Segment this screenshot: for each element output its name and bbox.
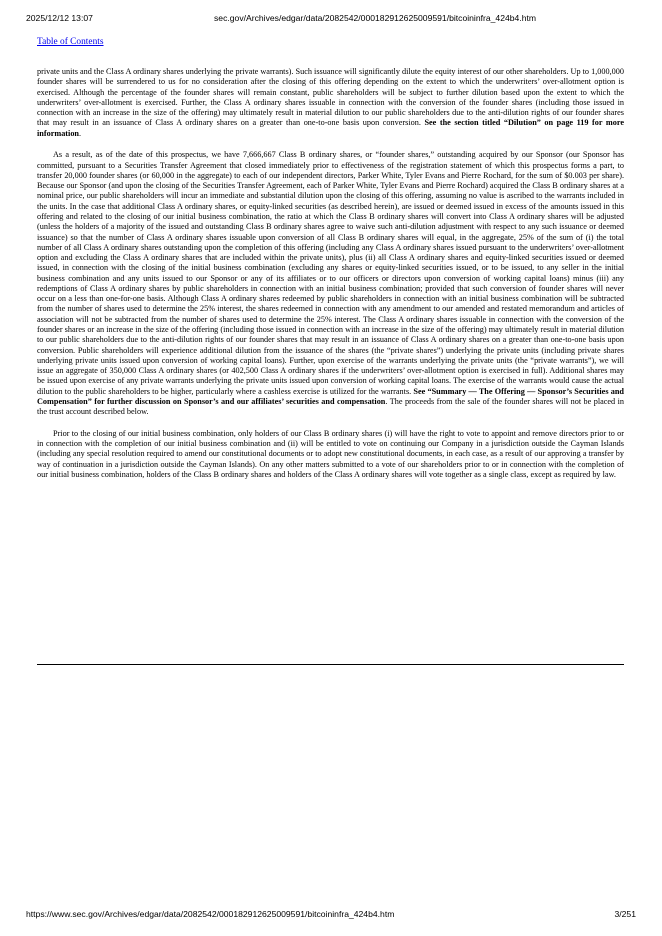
paragraph-tail: . The proceeds from the sale of the founder shares will not be placed in the trust account described below. [37,397,624,417]
paragraph-text: private units and the Class A ordinary shares underlying the private warrants). Such issuance will significantly dilute the equity interest of our other shareholders. Up to 1,000,000 founder shares will be surrendered to us for no consideration after the closing of this offering depending on the extent to which the underwriters’ over-allotment option is exercised. Although the percentage of the founder shares will remain constant, public shareholders will be subject to further dilution based upon the extent to which the underwriters’ over-allotment is exercised. Further, the Class A ordinary shares issuable in connection with the conversion of the founder shares (including those issued in connection with an increase in the size of the offering) may ultimately result in material dilution to our public shareholders due to the anti-dilution rights of our founder shares that may result in an issuance of Class A ordinary shares on a greater than one-to-one basis upon conversion. [37,67,624,128]
paragraph-text: Prior to the closing of our initial business combination, only holders of our Class B ordinary shares (i) will have the right to vote to appoint and remove directors prior to or in connection with the completion of our initial business combination and (ii) will be entitled to vote on continuing our Company in a jurisdiction outside the Cayman Islands (including any special resolution required to amend our constitutional documents or to adopt new constitutional documents, in each case, as a result of our approving a transfer by way of continuation in a jurisdiction outside the Cayman Islands). On any other matters submitted to a vote of our shareholders prior to or in connection with the completion of our initial business combination, holders of the Class B ordinary shares and holders of the Class A ordinary shares will vote together as a single class, except as required by law. [37,428,624,479]
print-timestamp: 2025/12/12 13:07 [26,13,93,23]
paragraph-tail: . [79,128,82,138]
sponsor-compensation-reference: See “Summary — The Offering — Sponsor’s Securities and Compensation” for further discussion on Sponsor’s and our affiliates’ securities and compensation [37,386,624,407]
paragraph-dilution-intro [37,67,624,139]
table-of-contents-link[interactable]: Table of Contents [37,37,104,47]
page-indicator: 3/251 [614,909,636,919]
paragraph-text: As a result, as of the date of this prospectus, we have 7,666,667 Class B ordinary shares, or “founder shares,” outstanding acquired by our Sponsor (our Sponsor has committed, pursuant to a Securities Transfer Agreement that closed immediately prior to effectiveness of the registration statement of which this prospectus forms a part, to transfer 20,000 founder shares (or 60,000 in the aggregate) to each of our independent directors, Parker White, Tyler Evans and Pierre Rochard, for the sum of $0.003 per share). Because our Sponsor (and upon the closing of the Securities Transfer Agreement, each of Parker White, Tyler Evans and Pierre Rochard) acquired the Class B ordinary shares at a nominal price, our public shareholders will incur an immediate and substantial dilution upon the closing of this offering, assuming no value is ascribed to the warrants included in the units. In the case that additional Class A ordinary shares, or equity-linked securities (as described herein), are issued or deemed issued in excess of the amounts issued in this offering and related to the closing of our initial business combination, the ratio at which the Class B ordinary shares will convert into Class A ordinary shares will be adjusted (unless the holders of a majority of the issued and outstanding Class B ordinary shares agree to waive such anti-dilution adjustment with respect to any such issuance or deemed issuance) so that the number of Class A ordinary shares issuable upon conversion of all Class B ordinary shares will equal, in the aggregate, 25% of the sum of (i) the total number of all Class A ordinary shares outstanding upon the completion of this offering (including any Class A ordinary shares issued pursuant to the underwriters’ over-allotment option and excluding the Class A ordinary shares that are included within the private units), plus (ii) all Class A ordinary shares and equity-linked securities issued or deemed issued, in connection with the closing of the initial business combination (excluding any shares or equity-linked securities issued, or to be issued, to any seller in the initial business combination and any units issued to our Sponsor or any of its affiliates or to our officers or directors upon conversion of working capital loans) minus (iii) any redemptions of Class A ordinary shares by public shareholders in connection with an initial business combination; provided that such conversion of founder shares will never occur on a less than one-for-one basis. Although Class A ordinary shares redeemed by public shareholders in connection with an initial business combination will be subtracted from the number of shares used to determine the 25% interest, the shares redeemed in connection with any amendment to our amended and restated memorandum and articles of association will not be subtracted from the number of shares used to determine the 25% interest. The Class A ordinary shares issuable in connection with the conversion of the founder shares or an increase in the size of the offering (including those issued in connection with an increase in the size of the offering) may ultimately result in material dilution to our public shareholders due to the anti-dilution rights of our founder shares that may result in an issuance of Class A ordinary shares on a greater than one-to-one basis upon conversion. Public shareholders will experience additional dilution from the issuance of the shares (the “private shares”) underlying the private units (including private shares underlying private units issued upon conversion of working capital loans). Further, upon exercise of the warrants underlying the private units (the “private warrants”), we will issue an aggregate of 350,000 Class A ordinary shares (or 402,500 Class A ordinary shares if the underwriters’ over-allotment option is exercised in full). Additional shares may be issued upon exercise of any private warrants underlying the private units issued upon conversion of working capital loans. The exercise of the warrants would cause the actual dilution to the public shareholders to be higher, particularly where a cashless exercise is utilized for the warrants. [37,150,624,396]
paragraph-founder-shares [37,150,624,417]
paragraph-voting-rights [37,429,624,480]
print-header-url: sec.gov/Archives/edgar/data/2082542/000182912625009591/bitcoininfra_424b4.htm [214,13,537,23]
browser-print-footer [0,909,662,921]
print-footer-url: https://www.sec.gov/Archives/edgar/data/2082542/000182912625009591/bitcoininfra_424b4.htm [26,909,395,919]
dilution-reference: See the section titled “Dilution” on page 119 for more information [37,118,625,138]
document-body [37,67,624,492]
page-divider [37,664,624,665]
browser-print-header [0,13,662,25]
